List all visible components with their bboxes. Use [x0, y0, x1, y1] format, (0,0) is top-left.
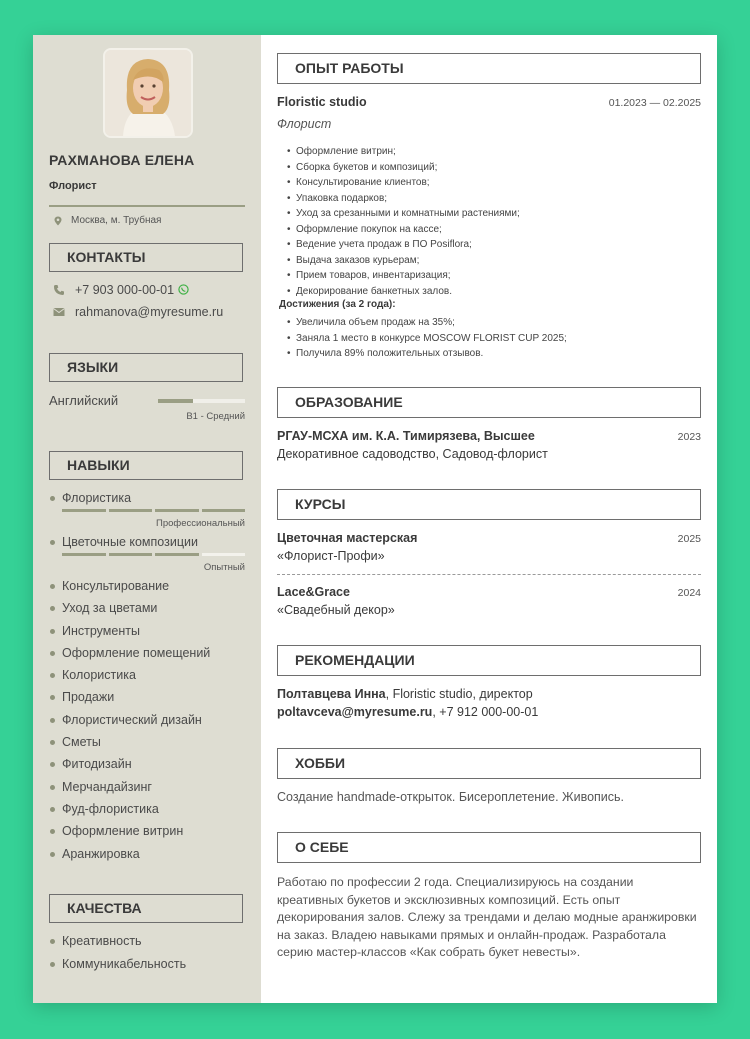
- company-name: Floristic studio: [277, 95, 367, 109]
- duties-list: [287, 144, 520, 299]
- experience-dates: 01.2023 — 02.2025: [608, 97, 701, 109]
- course-desc: «Свадебный декор»: [277, 603, 395, 617]
- skill-item: Мерчандайзинг: [49, 779, 245, 801]
- whatsapp-icon: [178, 284, 189, 295]
- course-year: 2024: [677, 587, 701, 599]
- skill-item: [49, 490, 245, 534]
- hobbies-heading: ХОББИ: [277, 748, 701, 779]
- recommendation-person: [277, 687, 533, 701]
- skill-item: Консультирование: [49, 578, 245, 600]
- quality-item: Креативность: [49, 933, 245, 956]
- skill-level-label: Опытный: [203, 562, 245, 573]
- sidebar: [33, 35, 261, 1003]
- contact-email: [53, 305, 223, 319]
- course-year: 2025: [677, 533, 701, 545]
- achievements-list: [287, 315, 567, 362]
- duty-item: • Прием товаров, инвентаризация;: [287, 268, 520, 284]
- courses-heading: КУРСЫ: [277, 489, 701, 520]
- education-year: 2023: [677, 431, 701, 443]
- recommendation-contact: [277, 705, 538, 719]
- achievements-heading: Достижения (за 2 года):: [279, 299, 396, 310]
- achievement-item: • Заняла 1 место в конкурсе MOSCOW FLORIST CUP 2025;: [287, 331, 567, 347]
- phone-icon: [53, 284, 65, 296]
- main-content: [261, 35, 717, 1003]
- skill-name: Цветочные композиции: [62, 535, 198, 549]
- skill-item: Сметы: [49, 734, 245, 756]
- skill-item: Флористический дизайн: [49, 712, 245, 734]
- languages-heading: ЯЗЫКИ: [49, 353, 243, 382]
- achievement-item: • Увеличила объем продаж на 35%;: [287, 315, 567, 331]
- skill-item: Фуд-флористика: [49, 801, 245, 823]
- education-specialty: Декоративное садоводство, Садовод-флорист: [277, 447, 548, 461]
- duty-item: • Выдача заказов курьерам;: [287, 253, 520, 269]
- resume-page: [33, 35, 717, 1003]
- recommender-email[interactable]: poltavceva@myresume.ru: [277, 705, 433, 719]
- about-text: Работаю по профессии 2 года. Специализируюсь на создании креативных букетов и эксклюзивных композиций. Есть опыт декорирования залов. Слежу за трендами и делаю модные аранжировки на заказ. Владею навыками прямых и онлайн-продаж. Разработала серию мастер-классов «Как собрать букет невесты».: [277, 875, 697, 960]
- course-desc: «Флорист-Профи»: [277, 549, 385, 563]
- skill-item: Инструменты: [49, 623, 245, 645]
- skill-item: Уход за цветами: [49, 600, 245, 622]
- duty-item: • Оформление витрин;: [287, 144, 520, 160]
- skill-level-label: Профессиональный: [156, 518, 245, 529]
- skill-item: Продажи: [49, 689, 245, 711]
- skill-level-bar: [62, 509, 245, 512]
- phone-text[interactable]: +7 903 000-00-01: [75, 283, 175, 297]
- experience-heading: ОПЫТ РАБОТЫ: [277, 53, 701, 84]
- duty-item: • Сборка букетов и композиций;: [287, 160, 520, 176]
- recommendations-heading: РЕКОМЕНДАЦИИ: [277, 645, 701, 676]
- language-level-label: B1 - Средний: [186, 411, 245, 422]
- course-name: Lace&Grace: [277, 585, 350, 599]
- skill-item: Оформление витрин: [49, 823, 245, 845]
- skills-list: [49, 490, 245, 868]
- location-pin-icon: [53, 216, 63, 226]
- duty-item: • Ведение учета продаж в ПО Posiflora;: [287, 237, 520, 253]
- location-text: Москва, м. Трубная: [71, 215, 162, 226]
- email-text[interactable]: rahmanova@myresume.ru: [75, 305, 224, 319]
- qualities-heading: КАЧЕСТВА: [49, 894, 243, 923]
- profile-photo: [103, 48, 193, 138]
- course-name: Цветочная мастерская: [277, 531, 418, 545]
- skills-heading: НАВЫКИ: [49, 451, 243, 480]
- duty-item: • Упаковка подарков;: [287, 191, 520, 207]
- skill-item: Фитодизайн: [49, 756, 245, 778]
- recommender-org: , Floristic studio, директор: [385, 687, 533, 701]
- recommender-name: Полтавцева Инна: [277, 687, 386, 701]
- contacts-heading: КОНТАКТЫ: [49, 243, 243, 272]
- education-institution: РГАУ-МСХА им. К.А. Тимирязева, Высшее: [277, 429, 535, 443]
- course-divider: [277, 574, 701, 575]
- contact-phone: [53, 283, 189, 297]
- hobbies-text: Создание handmade-открыток. Бисероплетение. Живопись.: [277, 790, 625, 804]
- position-title: Флорист: [277, 117, 332, 131]
- achievement-item: • Получила 89% положительных отзывов.: [287, 346, 567, 362]
- candidate-name: РАХМАНОВА ЕЛЕНА: [49, 152, 195, 168]
- about-heading: О СЕБЕ: [277, 832, 701, 863]
- divider: [49, 205, 245, 207]
- location: [53, 215, 161, 226]
- skill-item: [49, 534, 245, 578]
- skill-item: Аранжировка: [49, 846, 245, 868]
- email-icon: [53, 306, 65, 318]
- candidate-role: Флорист: [49, 180, 97, 192]
- recommender-phone: , +7 912 000-00-01: [432, 705, 539, 719]
- skill-name: Флористика: [62, 491, 132, 505]
- duty-item: • Оформление покупок на кассе;: [287, 222, 520, 238]
- skill-item: Колористика: [49, 667, 245, 689]
- duty-item: • Декорирование банкетных залов.: [287, 284, 520, 300]
- duty-item: • Консультирование клиентов;: [287, 175, 520, 191]
- skill-item: Оформление помещений: [49, 645, 245, 667]
- qualities-list: [49, 933, 245, 978]
- skill-level-bar: [62, 553, 245, 556]
- education-heading: ОБРАЗОВАНИЕ: [277, 387, 701, 418]
- quality-item: Коммуникабельность: [49, 956, 245, 979]
- language-name: Английский: [49, 393, 119, 408]
- language-level-bar: [158, 399, 245, 403]
- duty-item: • Уход за срезанными и комнатными растениями;: [287, 206, 520, 222]
